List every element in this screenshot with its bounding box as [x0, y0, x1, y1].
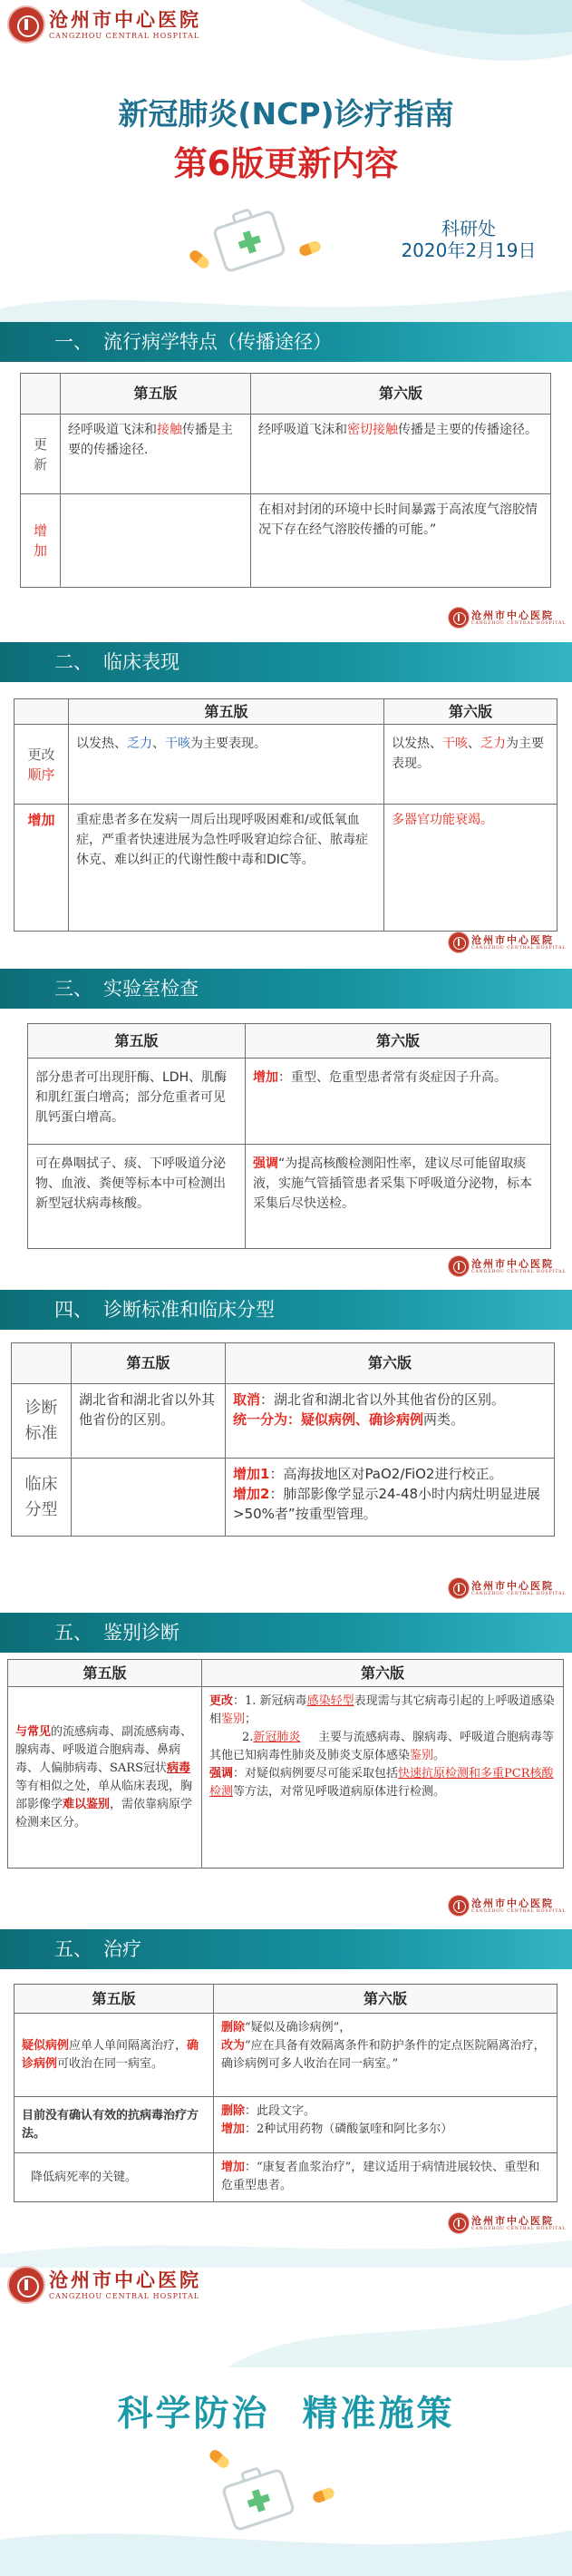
row-label: 增加: [21, 494, 61, 588]
dept-name: 科研处: [441, 218, 496, 239]
table-row: 降低病死率的关键。 增加：“康复者血浆治疗”，建议适用于病情进展较快、重型和危重型患者。: [15, 2153, 557, 2202]
table-row: 增加 在相对封闭的环境中长时间暴露于高浓度气溶胶情况下存在经气溶胶传播的可能。”: [21, 494, 551, 588]
col-v5: 第五版: [61, 374, 251, 415]
hospital-name-en: CANGZHOU CENTRAL HOSPITAL: [49, 31, 200, 40]
table-row: 增加 重症患者多在发病一周后出现呼吸困难和/或低氧血症，严重者快速进展为急性呼吸窘迫综合征、脓毒症休克、难以纠正的代谢性酸中毒和DIC等。 多器官功能衰竭。: [15, 805, 557, 932]
medical-kit-icon: [212, 209, 287, 273]
section-header-differential: 五、 鉴别诊断: [0, 1613, 572, 1653]
table-row: 疑似病例应单人单间隔离治疗，确诊病例可收治在同一病室。 删除“疑似及确诊病例”， 改为“应在具备有效隔离条件和防护条件的定点医院隔离治疗，确诊病例可多人收治在同一病室。”: [15, 2014, 557, 2097]
section-header-epidemiology: 一、 流行病学特点（传播途径）: [0, 322, 572, 362]
footer-logo: 沧州市中心医院 CANGZHOU CENTRAL HOSPITAL: [449, 608, 566, 628]
table-row: 更改 顺序 以发热、乏力、干咳为主要表现。 以发热、干咳、乏力为主要表现。: [15, 725, 557, 805]
footer-logo: 沧州市中心医院 CANGZHOU CENTRAL HOSPITAL: [449, 1896, 566, 1916]
pill-icon: [312, 2486, 336, 2503]
table-clinical: 第五版 第六版 更改 顺序 以发热、乏力、干咳为主要表现。 以发热、干咳、乏力为主要表现。 增加 重症患者多在发病一周后出现呼吸困难和/或低氧血症，严重者快速进展为急性呼吸窘迫综合征、脓毒症休克、难以纠正的代谢性酸中毒和DIC等。 多器官功能衰竭。: [14, 698, 557, 932]
slogan: 科学防治 精准施策: [117, 2394, 455, 2435]
main-title: 新冠肺炎(NCP)诊疗指南: [118, 96, 454, 132]
table-differential: 第五版 第六版 与常见的流感病毒、副流感病毒、腺病毒、呼吸道合胞病毒、鼻病毒、人偏肺病毒、SARS冠状病毒等有相似之处，单从临床表现，胸部影像学难以鉴别，需依靠病原学检测来区分。 更改：1. 新冠病毒感染轻型表现需与其它病毒引起的上呼吸道感染相鉴别； 2.新冠肺炎 主要与流感病毒、腺病毒、呼吸道合胞病毒等其他已知病毒性肺炎及肺炎支原体感染鉴别。 强调：对疑似病例要尽可能采取包括快速抗原检测和多重PCR核酸检测等方法，对常见呼吸道病原体进行检测。: [7, 1659, 564, 1869]
header-wave: [0, 0, 572, 82]
footer-logo: 沧州市中心医院 CANGZHOU CENTRAL HOSPITAL: [449, 1578, 566, 1598]
table-row: 临床分型 增加1：高海拔地区对PaO2/FiO2进行校正。 增加2：肺部影像学显示24-48小时内病灶明显进展>50%者”按重型管理。: [12, 1459, 555, 1537]
table-treatment: 第五版 第六版 疑似病例应单人单间隔离治疗，确诊病例可收治在同一病室。 删除“疑似及确诊病例”， 改为“应在具备有效隔离条件和防护条件的定点医院隔离治疗，确诊病例可多人收治在同一病室。” 目前没有确认有效的抗病毒治疗方法。 删除：此段文字。 增加：2种试用药物（磷酸氯喹和阿比多尔） 降低病死率的关键。 增加：“康复者血浆治疗”，建议适用于病情进展较快、重型和危重型患者。: [14, 1984, 557, 2202]
bottom-wave-2: [0, 2513, 572, 2576]
main-subtitle: 第6版更新内容: [173, 144, 399, 183]
section-header-clinical: 二、 临床表现: [0, 642, 572, 682]
section-header-treatment: 五、 治疗: [0, 1929, 572, 1969]
table-row: 目前没有确认有效的抗病毒治疗方法。 删除：此段文字。 增加：2种试用药物（磷酸氯喹和阿比多尔）: [15, 2097, 557, 2153]
footer-logo: 沧州市中心医院 CANGZHOU CENTRAL HOSPITAL: [449, 2213, 566, 2233]
section-header-diagnosis: 四、 诊断标准和临床分型: [0, 1290, 572, 1330]
footer-logo: 沧州市中心医院 CANGZHOU CENTRAL HOSPITAL: [449, 1256, 566, 1276]
dept-date: 2020年2月19日: [401, 239, 537, 261]
table-diagnosis: 第五版 第六版 诊断标准 湖北省和湖北省以外其他省份的区别。 取消：湖北省和湖北省以外其他省份的区别。 统一分为：疑似病例、确诊病例两类。 临床分型 增加1：高海拔地区对PaO2/FiO2进行校正。 增加2：肺部影像学显示24-48小时内病灶明显进展>50%者”按重型管理。: [11, 1342, 555, 1537]
wave-decoration: [0, 2295, 572, 2367]
dept-info: [392, 218, 546, 261]
row-label: 更新: [21, 415, 61, 494]
pill-icon: [298, 239, 323, 257]
pill-icon: [208, 2448, 231, 2471]
table-row: 与常见的流感病毒、副流感病毒、腺病毒、呼吸道合胞病毒、鼻病毒、人偏肺病毒、SARS冠状病毒等有相似之处，单从临床表现，胸部影像学难以鉴别，需依靠病原学检测来区分。 更改：1. 新冠病毒感染轻型表现需与其它病毒引起的上呼吸道感染相鉴别； 2.新冠肺炎 主要与流感病毒、腺病毒、呼吸道合胞病毒等其他已知病毒性肺炎及肺炎支原体感染鉴别。 强调：对疑似病例要尽可能采取包括快速抗原检测和多重PCR核酸检测等方法，对常见呼吸道病原体进行检测。: [8, 1687, 564, 1869]
hospital-name: 沧州市中心医院: [49, 7, 201, 31]
section-header-lab: 三、 实验室检查: [0, 969, 572, 1009]
bottom-wave: [0, 2213, 572, 2268]
table-lab: 第五版 第六版 部分患者可出现肝酶、LDH、肌酶和肌红蛋白增高；部分危重者可见肌钙蛋白增高。 增加：重型、危重型患者常有炎症因子升高。 可在鼻咽拭子、痰、下呼吸道分泌物、血液、粪便等标本中可检测出新型冠状病毒核酸。 强调“为提高核酸检测阳性率，建议尽可能留取痰液，实施气管插管患者采集下呼吸道分泌物，标本采集后尽快送检。: [27, 1023, 551, 1249]
pill-icon: [188, 249, 211, 271]
table-row: 诊断标准 湖北省和湖北省以外其他省份的区别。 取消：湖北省和湖北省以外其他省份的区别。 统一分为：疑似病例、确诊病例两类。: [12, 1384, 555, 1459]
footer-logo: 沧州市中心医院 CANGZHOU CENTRAL HOSPITAL: [449, 932, 566, 952]
col-v6: 第六版: [251, 374, 551, 415]
table-row: 部分患者可出现肝酶、LDH、肌酶和肌红蛋白增高；部分危重者可见肌钙蛋白增高。 增加：重型、危重型患者常有炎症因子升高。: [28, 1059, 551, 1145]
table-epidemiology: [20, 373, 551, 588]
hospital-footer: 沧州市中心医院 CANGZHOU CENTRAL HOSPITAL: [9, 2268, 201, 2302]
table-row: 可在鼻咽拭子、痰、下呼吸道分泌物、血液、粪便等标本中可检测出新型冠状病毒核酸。 强调“为提高核酸检测阳性率，建议尽可能留取痰液，实施气管插管患者采集下呼吸道分泌物，标本采集后尽快送检。: [28, 1145, 551, 1249]
table-row: 更新 经呼吸道飞沫和接触传播是主要的传播途径. 经呼吸道飞沫和密切接触传播是主要的传播途径。: [21, 415, 551, 494]
